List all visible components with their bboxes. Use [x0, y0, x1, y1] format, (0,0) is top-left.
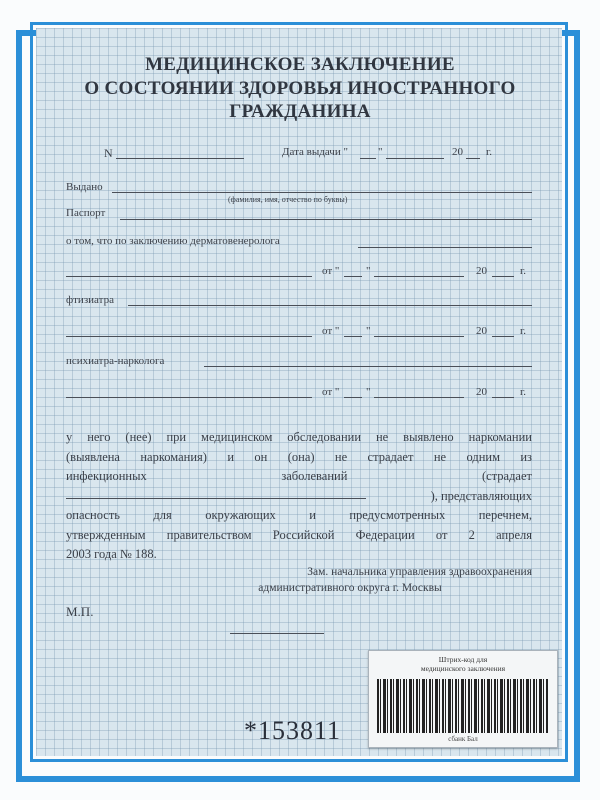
- narcologist-month-line: [374, 397, 464, 398]
- paragraph-line: ), представляющих: [430, 488, 532, 503]
- barcode-icon: [377, 679, 549, 733]
- paragraph-last-line: 2003 года № 188.: [66, 547, 157, 561]
- issue-day-line: [360, 158, 376, 159]
- sticker-header-line-1: Штрих-код для: [438, 655, 488, 664]
- issue-year-suffix: г.: [486, 146, 493, 158]
- dermato-from-label: от ": [322, 265, 340, 277]
- signature-line: [230, 633, 324, 634]
- dermato-quote: ": [366, 265, 371, 277]
- paragraph-line: опасность для окружающих и предусмотренных перечнем,: [66, 508, 532, 522]
- conclusion-paragraph: [66, 428, 532, 565]
- disease-fill-line: [66, 498, 366, 499]
- stamp-label: М.П.: [66, 604, 94, 619]
- narcologist-year-prefix: 20: [476, 386, 487, 398]
- passport-line: [120, 219, 532, 220]
- passport-label: Паспорт: [66, 207, 106, 219]
- number-label: N: [104, 146, 113, 160]
- issue-year-prefix: 20: [452, 146, 463, 158]
- issue-month-line: [386, 158, 444, 159]
- narcologist-label: психиатра-нарколога: [66, 355, 165, 367]
- phthisiatrist-line: [128, 305, 532, 306]
- narcologist-line-2: [66, 397, 312, 398]
- dermato-month-line: [374, 276, 464, 277]
- issued-to-hint: (фамилия, имя, отчество по буквы): [228, 195, 348, 204]
- paragraph-line: инфекционных заболеваний (страдает: [66, 469, 532, 483]
- phthisiatrist-day-line: [344, 336, 362, 337]
- phthisiatrist-quote: ": [366, 325, 371, 337]
- number-line: [116, 158, 244, 159]
- issued-to-line: [112, 192, 532, 193]
- phthisiatrist-label: фтизиатра: [66, 294, 114, 306]
- sticker-header-line-2: медицинского заключения: [420, 664, 506, 673]
- narcologist-year-suffix: г.: [520, 386, 527, 398]
- phthisiatrist-from-label: от ": [322, 325, 340, 337]
- dermato-year-line: [492, 276, 514, 277]
- head-line-2: административного округа г. Москвы: [258, 582, 442, 594]
- dermato-label: о том, что по заключению дерматовенеролога: [66, 235, 280, 247]
- issued-to-label: Выдано: [66, 181, 103, 193]
- issue-date-label: Дата выдачи ": [282, 146, 348, 158]
- barcode-sticker: [368, 650, 558, 748]
- narcologist-quote: ": [366, 386, 371, 398]
- serial-number: *153811: [244, 716, 342, 745]
- paragraph-line: (выявлена наркомания) и он (она) не страдает не одним из: [66, 449, 532, 464]
- paragraph-line: у него (нее) при медицинском обследовании не выявлено наркомании: [66, 430, 532, 444]
- issue-year-line: [466, 158, 480, 159]
- paragraph-line: утвержденным правительством Российской Федерации от 2 апреля: [66, 527, 532, 542]
- dermato-day-line: [344, 276, 362, 277]
- phthisiatrist-year-line: [492, 336, 514, 337]
- title-line-2: О СОСТОЯНИИ ЗДОРОВЬЯ ИНОСТРАННОГО: [84, 78, 516, 99]
- phthisiatrist-line-2: [66, 336, 312, 337]
- dermato-line: [358, 247, 532, 248]
- narcologist-line: [204, 366, 532, 367]
- sticker-header: [373, 655, 553, 675]
- dermato-year-prefix: 20: [476, 265, 487, 277]
- title-line-1: МЕДИЦИНСКОЕ ЗАКЛЮЧЕНИЕ: [145, 54, 455, 75]
- narcologist-year-line: [492, 397, 514, 398]
- narcologist-from-label: от ": [322, 386, 340, 398]
- dermato-year-suffix: г.: [520, 265, 527, 277]
- dermato-line-2: [66, 276, 312, 277]
- sticker-footer: сбанк Бал: [448, 735, 478, 743]
- phthisiatrist-month-line: [374, 336, 464, 337]
- narcologist-day-line: [344, 397, 362, 398]
- issue-date-quote: ": [378, 146, 383, 158]
- title-line-3: ГРАЖДАНИНА: [229, 101, 371, 122]
- phthisiatrist-year-prefix: 20: [476, 325, 487, 337]
- phthisiatrist-year-suffix: г.: [520, 325, 527, 337]
- head-line-1: Зам. начальника управления здравоохранения: [307, 566, 532, 578]
